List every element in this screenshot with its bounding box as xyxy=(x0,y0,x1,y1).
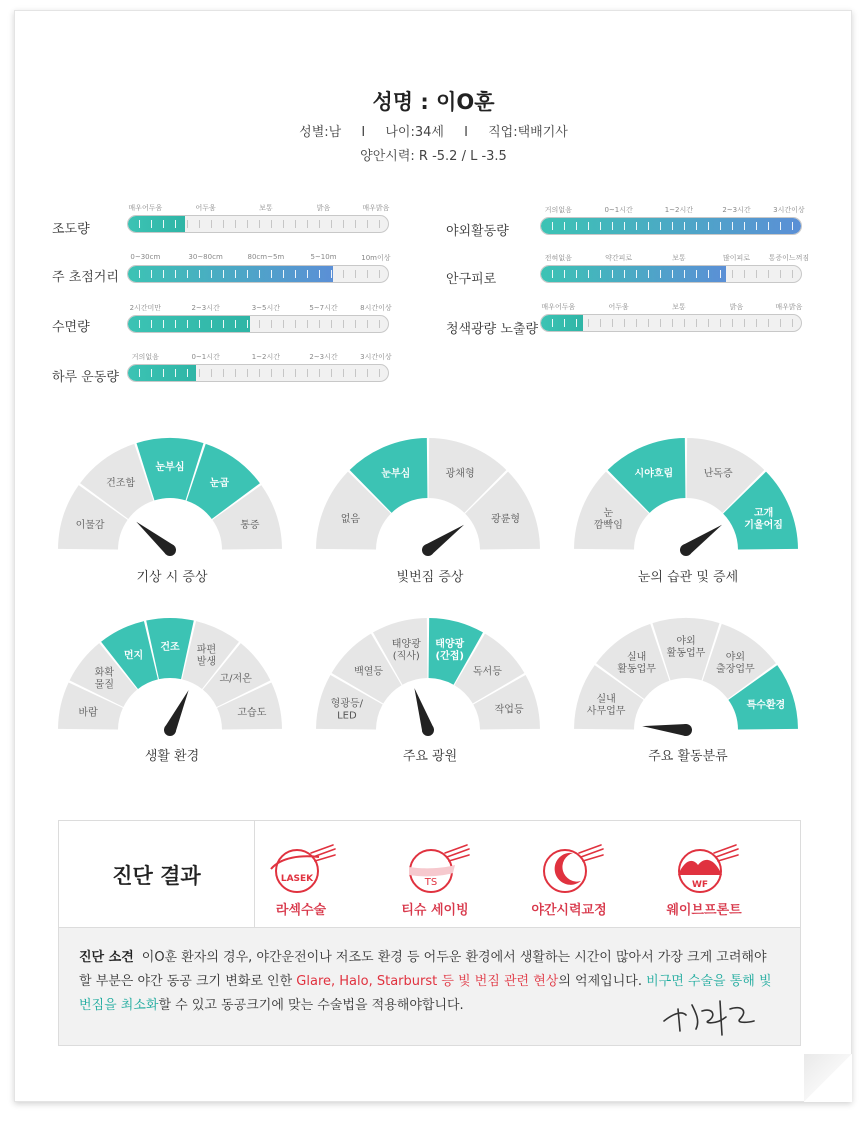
bar-scale-tick: 0~1시간 xyxy=(604,206,633,214)
bar-scale-tick: 보통 xyxy=(672,254,686,262)
gauge-segment-label: 광륜형 xyxy=(491,513,521,525)
bar-scale-tick: 1~2시간 xyxy=(251,353,281,361)
svg-text:LASEK: LASEK xyxy=(280,874,314,884)
bar-scale-tick: 거의없음 xyxy=(544,206,572,214)
treatment-badge-icon xyxy=(664,835,744,893)
gauge-segment-label: 태양광 (직사) xyxy=(391,638,421,662)
bar-scale-tick: 5~10m xyxy=(310,253,337,261)
gauge-segment-label: 야외 출장업무 xyxy=(716,652,755,676)
diagnosis-result xyxy=(58,820,801,928)
gauge xyxy=(315,432,545,582)
gauge-title: 기상 시 증상 xyxy=(136,570,208,585)
level-bar xyxy=(127,364,389,382)
gauge xyxy=(573,432,803,582)
patient-name: 성명 : 이O훈 xyxy=(372,90,495,114)
level-bar xyxy=(540,217,802,235)
gauge-chart xyxy=(573,432,803,562)
opinion-text-2: 의 억제입니다. xyxy=(558,974,647,989)
bar-scale-tick: 밝음 xyxy=(316,204,331,212)
bar-scale-tick: 3시간이상 xyxy=(360,353,392,361)
gauge xyxy=(57,432,287,582)
bar-scale xyxy=(540,302,802,312)
gauge-segment-label: 바람 xyxy=(78,707,98,719)
gauge-needle-hub xyxy=(422,544,434,556)
bar-scale-tick: 2~3시간 xyxy=(309,353,338,361)
treatment-badge-icon xyxy=(261,835,341,893)
treatment-badge-label: 라섹수술 xyxy=(275,903,327,918)
result-title: 진단 결과 xyxy=(59,821,255,929)
bar-scale-tick: 매우어두움 xyxy=(541,303,576,311)
opinion-text-3: 할 수 있고 동공크기에 맞는 수술법을 적용해야합니다. xyxy=(158,998,464,1013)
gauge xyxy=(57,612,287,762)
bar-scale xyxy=(540,253,810,263)
opinion-highlight-aspheric: 비구면 수술을 통해 빛 번짐을 최소화 xyxy=(79,974,772,1013)
gauge-segment-label: 난독증 xyxy=(703,468,733,480)
gauge-title: 눈의 습관 및 증세 xyxy=(637,570,739,585)
treatment-badge xyxy=(644,835,764,918)
diagnosis-opinion xyxy=(58,928,801,1046)
bar-scale-tick: 보통 xyxy=(672,303,686,311)
bar-label: 주 초점거리 xyxy=(52,270,119,285)
gauge-segment-label: 실내 사무업무 xyxy=(586,694,626,718)
bar-scale-tick: 전혀없음 xyxy=(544,254,572,262)
bar-scale-tick: 1~2시간 xyxy=(664,206,694,214)
bar-scale-tick: 많이피로 xyxy=(722,254,751,262)
bar-scale-tick: 매우밝음 xyxy=(362,204,390,212)
gauge-segment-label: 특수환경 xyxy=(746,700,786,712)
gauge-segment-label: 이물감 xyxy=(75,520,105,532)
patient-info xyxy=(0,121,867,140)
bar-scale-tick: 8시간이상 xyxy=(360,304,392,312)
bar-scale-tick: 0~30cm xyxy=(130,253,161,261)
gauge-segment-label: 먼지 xyxy=(123,650,144,662)
bar-scale-tick: 2~3시간 xyxy=(191,304,220,312)
level-bar xyxy=(127,215,389,233)
gauge-chart xyxy=(315,432,545,562)
treatment-badge-icon xyxy=(395,835,475,893)
gauge-segment-label: 백열등 xyxy=(354,666,384,678)
bar-scale-tick: 매우밝음 xyxy=(775,303,803,311)
gauge-segment-label: 실내 활동업무 xyxy=(617,652,656,676)
treatment-badge-icon xyxy=(529,835,609,893)
level-bar xyxy=(127,315,389,333)
doctor-signature xyxy=(656,991,766,1039)
gauge xyxy=(315,612,545,762)
patient-job: 직업:택배기사 xyxy=(488,125,568,140)
gauge-chart xyxy=(57,612,287,742)
gauge-segment-label: 파편 발생 xyxy=(196,644,217,668)
bar-scale-tick: 3~5시간 xyxy=(251,304,281,312)
bar-scale-tick: 5~7시간 xyxy=(309,304,338,312)
gauge-needle-hub xyxy=(680,544,692,556)
gauge-segment-label: 독서등 xyxy=(472,666,502,678)
gauge-segment-label: 눈부심 xyxy=(155,462,185,473)
bar-scale-tick: 보통 xyxy=(259,204,273,212)
treatment-badge xyxy=(509,835,629,918)
bar-scale-tick: 어두움 xyxy=(195,204,216,212)
bar-scale-tick: 30~80cm xyxy=(188,253,223,261)
gauge-segment-label: 고/저온 xyxy=(219,673,252,685)
page-fold xyxy=(804,1054,852,1102)
svg-text:WF: WF xyxy=(691,880,709,890)
gauge-segment-label: 광채형 xyxy=(445,468,475,480)
gauge-segment-label: 화확 물질 xyxy=(94,667,114,691)
opinion-text-1: 이O훈 환자의 경우, 야간운전이나 저조도 환경 등 어두운 환경에서 생활하는 시간이 많아서 가장 크게 고려해야 할 부분은 야간 동공 크기 변화로 인한 xyxy=(79,950,767,989)
bar-scale-tick: 10m이상 xyxy=(361,254,391,262)
gauge-segment-label: 고개 기울어짐 xyxy=(744,507,783,531)
gauge xyxy=(573,612,803,762)
info-separator: I xyxy=(361,125,366,140)
treatment-badge-label: 티슈 세이빙 xyxy=(401,903,469,918)
bar-scale-tick: 0~1시간 xyxy=(191,353,220,361)
opinion-heading: 진단 소견 xyxy=(79,950,134,965)
gauge-segment-label: 없음 xyxy=(340,513,361,525)
opinion-highlight-glare: Glare, Halo, Starburst 등 빛 번짐 관련 현상 xyxy=(296,974,559,989)
gauge-needle-hub xyxy=(164,544,176,556)
gauge-segment-label: 시야흐림 xyxy=(634,468,674,480)
patient-vision: 양안시력: R -5.2 / L -3.5 xyxy=(360,149,507,164)
bar-label: 조도량 xyxy=(52,222,90,237)
bar-scale-tick: 어두움 xyxy=(608,303,629,311)
gauge-title: 주요 광원 xyxy=(402,749,458,764)
bar-scale-tick: 거의없음 xyxy=(131,353,159,361)
bar-scale xyxy=(127,303,392,313)
gauge-segment-label: 형광등/ LED xyxy=(330,698,364,722)
gauge-segment-label: 눈곱 xyxy=(209,478,230,490)
bar-scale xyxy=(127,352,392,362)
info-separator: I xyxy=(464,125,468,140)
gauge-needle-hub xyxy=(164,724,176,736)
bar-scale-tick: 80cm~5m xyxy=(247,253,285,261)
bar-scale xyxy=(127,253,389,263)
level-bar xyxy=(540,314,802,332)
bar-scale-tick: 2~3시간 xyxy=(722,206,751,214)
patient-age: 나이:34세 xyxy=(385,125,444,140)
bar-scale-tick: 매우어두움 xyxy=(128,204,163,212)
bar-label: 청색광량 노출량 xyxy=(446,322,539,337)
gauge-segment-label: 작업등 xyxy=(494,704,524,716)
gauge-chart xyxy=(573,612,803,742)
treatment-badge xyxy=(375,835,495,918)
bar-label: 야외활동량 xyxy=(446,224,509,239)
bar-scale xyxy=(540,205,805,215)
bar-label: 하루 운동량 xyxy=(52,370,119,385)
treatment-badge-label: 웨이브프론트 xyxy=(666,903,742,918)
gauge-segment-label: 건조 xyxy=(160,642,180,653)
treatment-badge xyxy=(241,835,361,918)
level-bar xyxy=(127,265,389,283)
bar-scale-tick: 통증이느껴짐 xyxy=(768,254,810,262)
bar-scale-tick: 2시간미만 xyxy=(129,304,162,312)
gauge-needle-hub xyxy=(680,724,692,736)
gauge-segment-label: 야외 활동업무 xyxy=(666,636,706,659)
patient-gender: 성별:남 xyxy=(299,125,342,140)
bar-label: 안구피로 xyxy=(446,272,497,287)
gauge-chart xyxy=(57,432,287,562)
bar-scale-tick: 3시간이상 xyxy=(773,206,805,214)
gauge-title: 생활 환경 xyxy=(144,749,200,764)
gauge-segment-label: 고습도 xyxy=(237,707,267,719)
gauge-segment-label: 눈 깜빡임 xyxy=(593,507,623,531)
gauge-segment-label: 통증 xyxy=(240,520,260,532)
treatment-badge-label: 야간시력교정 xyxy=(531,903,607,918)
svg-text:TS: TS xyxy=(424,877,438,888)
gauge-needle-hub xyxy=(422,724,434,736)
bar-scale-tick: 약간피로 xyxy=(605,254,633,262)
level-bar xyxy=(540,265,802,283)
gauge-title: 주요 활동분류 xyxy=(648,749,728,764)
gauge-segment-label: 건조함 xyxy=(106,478,136,490)
bar-scale xyxy=(127,203,389,213)
bar-label: 수면량 xyxy=(52,320,90,335)
gauge-segment-label: 눈부심 xyxy=(381,468,411,480)
bar-scale-tick: 밝음 xyxy=(729,303,744,311)
gauge-needle xyxy=(642,724,686,736)
gauge-segment-label: 태양광 (간접) xyxy=(435,638,465,662)
gauge-title: 빛번짐 증상 xyxy=(396,570,464,585)
gauge-chart xyxy=(315,612,545,742)
